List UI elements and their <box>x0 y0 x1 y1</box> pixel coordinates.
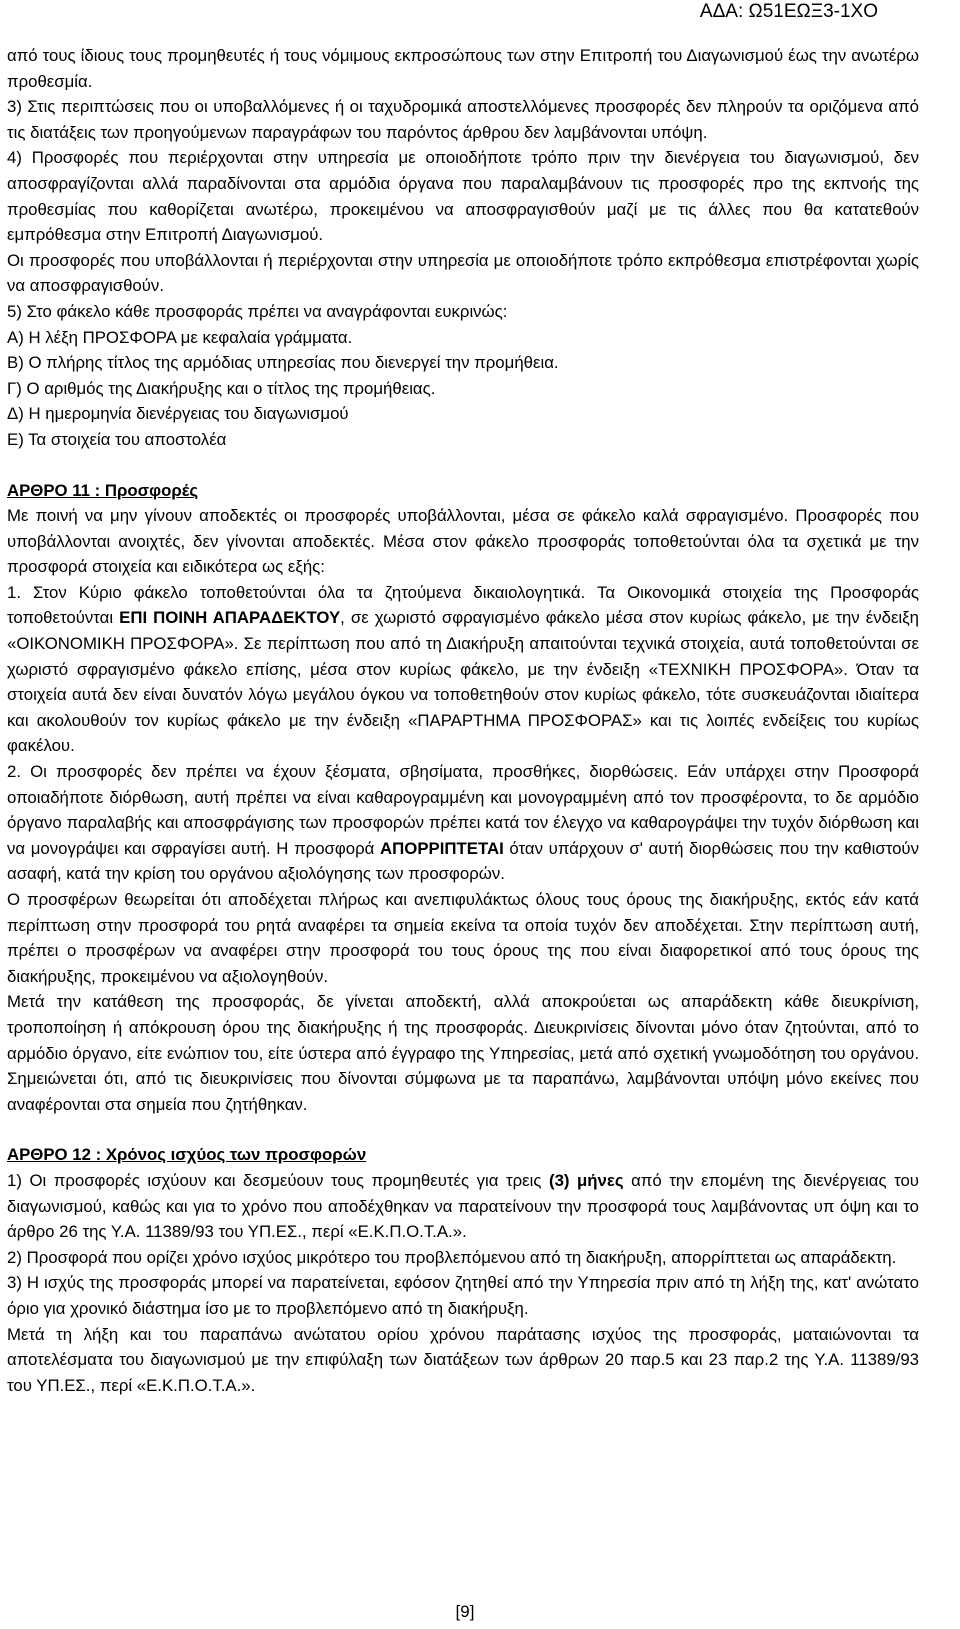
emphasis-text: (3) μήνες <box>548 1170 624 1190</box>
paragraph: 3) Στις περιπτώσεις που οι υποβαλλόμενες ή οι ταχυδρομικά αποστελλόμενες προσφορές δεν πληρούν τα οριζόμενα από τις διατάξεις των προηγούμενων παραγράφων του παρόντος άρθρου δεν λαμβάνονται υπόψη. <box>7 97 919 142</box>
article-11-heading <box>7 478 919 504</box>
article-12-title: ΑΡΘΡΟ 12 : Χρόνος ισχύος των προσφορών <box>7 1145 367 1165</box>
text-run: 1) Οι προσφορές ισχύουν και δεσμεύουν τους προμηθευτές για τρεις <box>7 1170 549 1190</box>
list-item: Α) Η λέξη ΠΡΟΣΦΟΡΑ με κεφαλαία γράμματα. <box>7 327 353 347</box>
list-item: Γ) Ο αριθμός της Διακήρυξης και ο τίτλος της προμήθειας. <box>7 378 436 398</box>
emphasis-text: ΑΠΟΡΡΙΠΤΕΤΑΙ <box>380 838 504 858</box>
paragraph <box>7 1168 919 1245</box>
paragraph: Οι προσφορές που υποβάλλονται ή περιέρχονται στην υπηρεσία με οποιοδήποτε τρόπο εκπρόθεσμα επιστρέφονται χωρίς να αποσφραγισθούν. <box>7 250 919 296</box>
paragraph: 4) Προσφορές που περιέρχονται στην υπηρεσία με οποιοδήποτε τρόπο πριν την διενέργεια του διαγωνισμού, δεν αποσφραγίζονται αλλά παραδίνονται στα αρμόδια όργανα που παραλαμβάνουν τις προσφορές προ της εκπνοής της προθεσμίας που καθορίζεται ανωτέρω, προκειμένου να αποσφραγισθούν μαζί με τις άλλες που θα κατατεθούν εμπρόθεσμα στην Επιτροπή Διαγωνισμού. <box>7 148 919 245</box>
spacer <box>7 1117 919 1142</box>
text-run: , σε χωριστό σφραγισμένο φάκελο μέσα στον κυρίως φάκελο, με την ένδειξη «ΟΙΚΟΝΟΜΙΚΗ ΠΡΟΣΦΟΡΑ». Σε περίπτωση που από τη Διακήρυξη απαιτούνται τεχνικά στοιχεία, αυτά τοποθετούνται σε χωριστό σφραγισμένο φάκελο επίσης, μέσα στον κυρίως φάκελο, με την ένδειξη «ΤΕΧΝΙΚΗ ΠΡΟΣΦΟΡΑ». Όταν τα στοιχεία αυτά δεν είναι δυνατόν λόγω μεγάλου όγκου να τοποθετηθούν στον κυρίως φάκελο, τότε συσκευάζονται ιδιαίτερα και ακολουθούν τον κυρίως φάκελο με την ένδειξη «ΠΑΡΑΡΤΗΜΑ ΠΡΟΣΦΟΡΑΣ» και τις λοιπές ενδείξεις του κυρίως φακέλου. <box>7 608 920 756</box>
paragraph: Ο προσφέρων θεωρείται ότι αποδέχεται πλήρως και ανεπιφυλάκτως όλους τους όρους της διακήρυξης, εκτός εάν κατά περίπτωση στην προσφορά του ρητά αναφέρει τα σημεία εκείνα τα οποία τυχόν δεν αποδέχεται. Στην περίπτωση αυτή, πρέπει ο προσφέρων να αναφέρει στην προσφορά του τους όρους της που είναι διαφορετικοί από τους όρους της διακήρυξης, προκειμένου να αξιολογηθούν. <box>7 890 919 986</box>
paragraph: 3) Η ισχύς της προσφοράς μπορεί να παρατείνεται, εφόσον ζητηθεί από την Υπηρεσία πριν από τη λήξη της, κατ' ανώτατο όριο για χρονικό διάστημα ίσο με το προβλεπόμενο από τη διακήρυξη. <box>7 1273 919 1318</box>
text-run: από την επομένη της διενέργειας του διαγωνισμού, καθώς και για το χρόνο που αποδέχθηκαν να παρατείνουν την προσφορά τους λαμβάνοντας υπ όψη και το άρθρο 26 της Υ.Α. 11389/93 του ΥΠ.ΕΣ., περί «Ε.Κ.Π.Ο.Τ.Α.». <box>7 1170 919 1242</box>
text-run: 2. Οι προσφορές δεν πρέπει να έχουν ξέσματα, σβησίματα, προσθήκες, διορθώσεις. Εάν υπάρχει στην Προσφορά οποιαδήποτε διόρθωση, αυτή πρέπει να είναι καθαρογραμμένη και μονογραμμένη από τον προσφέροντα, το δε αρμόδιο όργανο παραλαβής και αποσφράγισης των προσφορών πρέπει κατά τον έλεγχο να καθαρογράψει την τυχόν διόρθωση και να μονογράψει και σφραγίσει αυτή. Η προσφορά <box>7 762 919 858</box>
emphasis-text: ΕΠΙ ΠΟΙΝΗ ΑΠΑΡΑΔΕΚΤΟΥ <box>119 608 341 628</box>
paragraph <box>7 759 919 887</box>
document-id: ΑΔΑ: Ω51ΕΩΞ3-1ΧΟ <box>699 1 878 22</box>
page-number: [9] <box>455 1602 475 1621</box>
spacer <box>7 453 919 478</box>
list-item: Δ) Η ημερομηνία διενέργειας του διαγωνισμού <box>7 404 349 424</box>
paragraph: Με ποινή να μην γίνουν αποδεκτές οι προσφορές υποβάλλονται, μέσα σε φάκελο καλά σφραγισμένο. Προσφορές που υποβάλλονται ανοιχτές, δεν γίνονται αποδεκτές. Μέσα στον φάκελο προσφοράς τοποθετούνται όλα τα σχετικά με την προσφορά στοιχεία και ειδικότερα ως εξής: <box>7 506 919 577</box>
list-item: Β) Ο πλήρης τίτλος της αρμόδιας υπηρεσίας που διενεργεί την προμήθεια. <box>7 353 559 373</box>
article-11-title: ΑΡΘΡΟ 11 : Προσφορές <box>7 480 199 500</box>
list-item: Ε) Τα στοιχεία του αποστολέα <box>7 429 227 449</box>
article-12-heading <box>7 1142 919 1168</box>
text-run: όταν υπάρχουν σ' αυτή διορθώσεις που την καθιστούν ασαφή, κατά την κρίση του οργάνου αξιολόγησης των προσφορών. <box>7 838 919 884</box>
paragraph: Μετά τη λήξη και του παραπάνω ανώτατου ορίου χρόνου παράτασης ισχύος της προσφοράς, ματαιώνονται τα αποτελέσματα του διαγωνισμού με την επιφύλαξη των διατάξεων των άρθρων 20 παρ.5 και 23 παρ.2 της Υ.Α. 11389/93 του ΥΠ.ΕΣ., περί «Ε.Κ.Π.Ο.Τ.Α.». <box>7 1324 919 1395</box>
paragraph <box>7 580 919 759</box>
text-run: 1. Στον Κύριο φάκελο τοποθετούνται όλα τα ζητούμενα δικαιολογητικά. Τα Οικονομικά στοιχεία της Προσφοράς τοποθετούνται <box>7 582 919 628</box>
document-body <box>7 43 919 1398</box>
paragraph: από τους ίδιους τους προμηθευτές ή τους νόμιμους εκπροσώπους των στην Επιτροπή του Διαγωνισμού έως την ανωτέρω προθεσμία. <box>7 46 919 91</box>
paragraph: Μετά την κατάθεση της προσφοράς, δε γίνεται αποδεκτή, αλλά αποκρούεται ως απαράδεκτη κάθε διευκρίνιση, τροποποίηση ή απόκρουση όρου της διακήρυξης ή της προσφοράς. Διευκρινίσεις δίνονται μόνο όταν ζητούνται, από το αρμόδιο όργανο, είτε ενώπιον του, είτε ύστερα από έγγραφο της Υπηρεσίας, μετά από σχετική γνωμοδότηση του οργάνου. Σημειώνεται ότι, από τις διευκρινίσεις που δίνονται σύμφωνα με τα παραπάνω, λαμβάνονται υπόψη μόνο εκείνες που αναφέρονται στα σημεία που ζητήθηκαν. <box>7 992 919 1114</box>
paragraph: 5) Στο φάκελο κάθε προσφοράς πρέπει να αναγράφονται ευκρινώς: <box>7 301 508 321</box>
paragraph: 2) Προσφορά που ορίζει χρόνο ισχύος μικρότερο του προβλεπόμενου από τη διακήρυξη, απορρίπτεται ως απαράδεκτη. <box>7 1247 897 1267</box>
